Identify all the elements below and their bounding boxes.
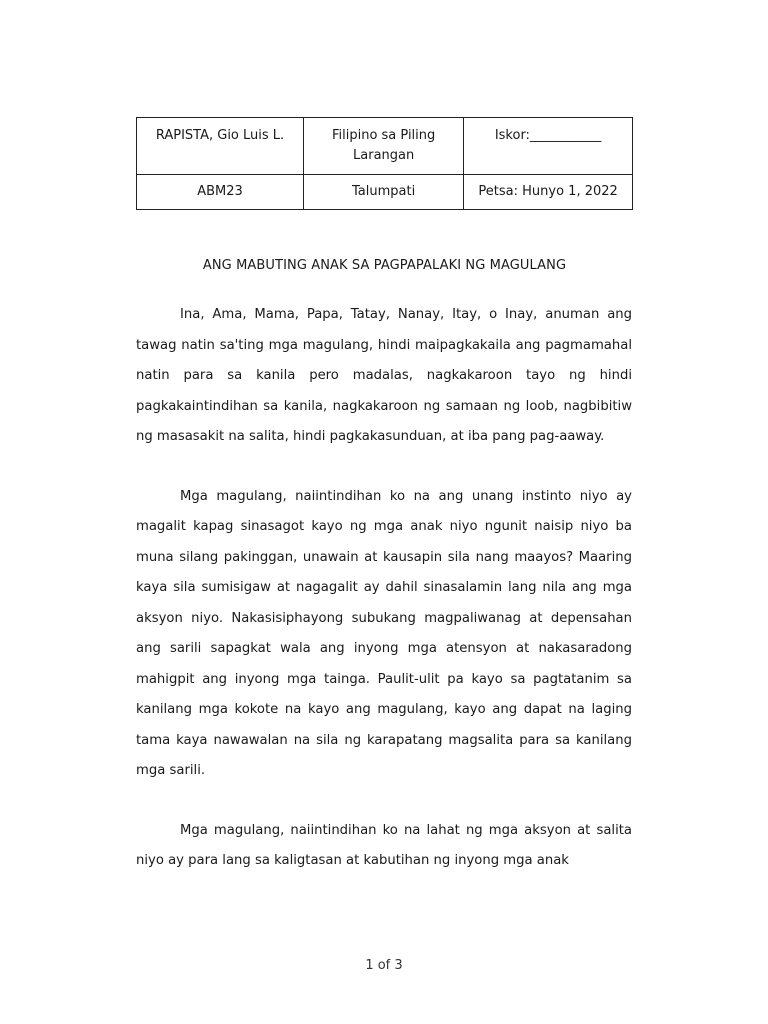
header-info-table xyxy=(136,117,633,210)
header-row-2 xyxy=(137,175,633,210)
header-row-1 xyxy=(137,118,633,175)
score-label: Iskor:___________ xyxy=(494,128,602,143)
subject-cell xyxy=(304,118,464,175)
section-cell xyxy=(137,175,304,210)
document-body xyxy=(136,300,632,906)
score-cell xyxy=(464,118,633,175)
document-title: ANG MABUTING ANAK SA PAGPAPALAKI NG MAGULANG xyxy=(202,258,567,273)
section-name: ABM23 xyxy=(197,184,243,199)
document-type-cell xyxy=(304,175,464,210)
paragraph-1: Ina, Ama, Mama, Papa, Tatay, Nanay, Itay, o Inay, anuman ang tawag natin sa'ting mga magulang, hindi maipagkakaila ang pagmamahal natin para sa kanila pero madalas, nagkakaroon tayo ng hindi pagkakaintindihan sa kanila, nagkakaroon ng samaan ng loob, nagbibitiw ng masasakit na salita, hindi pagkakasunduan, at iba pang pag-aaway. xyxy=(136,307,632,444)
paragraph-3: Mga magulang, naiintindihan ko na lahat ng mga aksyon at salita niyo ay para lang sa kaligtasan at kabutihan ng inyong mga anak xyxy=(136,822,632,868)
date-label: Petsa: Hunyo 1, 2022 xyxy=(478,184,618,199)
paragraph-2: Mga magulang, naiintindihan ko na ang unang instinto niyo ay magalit kapag sinasagot kayo ng mga anak niyo ngunit naisip niyo ba muna silang pakinggan, unawain at kausapin sila nang maayos? Maaring kaya sila sumisigaw at nagagalit ay dahil sinasalamin lang nila ang mga aksyon niyo. Nakasisiphayong subukang magpaliwanag at depensahan ang sarili sapagkat wala ang inyong mga atensyon at nakasaradong mahigpit ang inyong mga tainga. Paulit-ulit pa kayo sa pagtatanim sa kanilang mga kokote na kayo ang magulang, kayo ang dapat na laging tama kaya nawawalan na sila ng karapatang magsalita para sa kanilang mga sarili. xyxy=(136,488,632,778)
subject-name: Filipino sa Piling Larangan xyxy=(331,128,436,163)
document-type: Talumpati xyxy=(352,184,416,199)
date-cell xyxy=(464,175,633,210)
page-indicator: 1 of 3 xyxy=(365,958,403,973)
student-name: RAPISTA, Gio Luis L. xyxy=(155,128,285,143)
student-name-cell xyxy=(137,118,304,175)
